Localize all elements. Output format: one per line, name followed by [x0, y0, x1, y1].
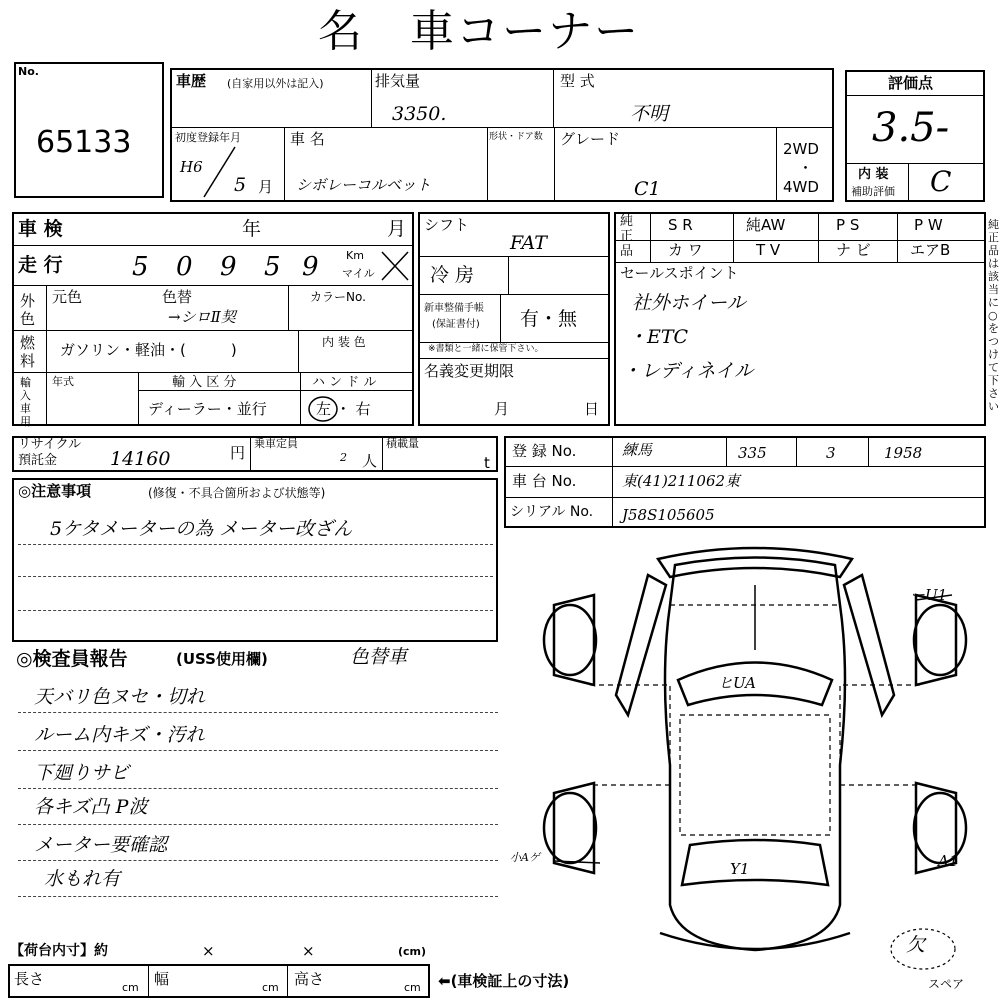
registration-kana: 3: [826, 444, 836, 462]
equipment-ps: P S: [836, 216, 860, 234]
recycle-label: リサイクル: [18, 437, 82, 452]
name-change-day: 日: [584, 400, 600, 418]
registration-area: 練馬: [622, 441, 653, 459]
first-reg-month: 5: [234, 174, 247, 196]
notes-line: 5ケタメーターの為 メーター改ざん: [50, 518, 353, 540]
diagram-right-top-note: ーU1: [910, 586, 948, 604]
interior-value: C: [930, 165, 952, 198]
mileage-label: 走 行: [18, 254, 63, 276]
inspector-head-note: 色替車: [350, 646, 408, 668]
inspection-label: 車 検: [18, 218, 63, 240]
manual-sub-label: (保証書付): [432, 319, 480, 330]
mileage-digit: 9: [220, 252, 237, 282]
inspector-line: 天バリ色ヌセ・切れ: [34, 686, 206, 708]
cargo-x2: ×: [302, 942, 315, 960]
handle-label: ハ ン ド ル: [312, 375, 377, 390]
color-no-label: カラーNo.: [310, 290, 366, 304]
cargo-x1: ×: [202, 942, 215, 960]
lot-label: No.: [18, 65, 39, 78]
page-title: 名 車コーナー: [318, 6, 640, 57]
ac-label: 冷 房: [430, 264, 475, 286]
cargo-length-unit: cm: [122, 981, 139, 994]
equipment-leather: カ ワ: [668, 241, 703, 259]
recycle-sub-label: 預託金: [18, 453, 58, 468]
load-unit: t: [484, 454, 490, 472]
notes-label: ◎注意事項: [18, 482, 92, 500]
handle-value: 左 ・ 右: [316, 400, 371, 418]
history-label: 車歴: [176, 72, 207, 90]
inspector-sub-label: (USS使用欄): [176, 650, 268, 668]
inspector-label: ◎検査員報告: [16, 648, 128, 670]
cargo-height-label: 高さ: [294, 970, 325, 988]
mileage-digit: 5: [132, 252, 149, 282]
interior-label: 内 装: [858, 167, 889, 182]
manual-label: 新車整備手帳: [424, 303, 484, 314]
mileage-digit: 5: [264, 252, 281, 282]
score-value: 3.5-: [872, 105, 950, 151]
history-note: (自家用以外は記入): [227, 77, 324, 90]
cargo-length-label: 長さ: [14, 970, 45, 988]
cargo-note: ⬅(車検証上の寸法): [438, 972, 570, 990]
equipment-pw: P W: [914, 216, 943, 234]
chassis-label: 車 台 No.: [512, 472, 577, 490]
orig-color-label: 元色: [52, 288, 83, 306]
fuel-options: ガソリン・軽油・( ): [60, 341, 237, 359]
equipment-aw: 純AW: [746, 216, 786, 234]
cargo-width-unit: cm: [262, 981, 279, 994]
first-reg-month-unit: 月: [258, 178, 274, 196]
equipment-sr: S R: [668, 216, 693, 234]
serial-value: J58S105605: [622, 506, 715, 524]
notes-box: [12, 478, 498, 642]
side-note: 純正品は該当に○をつけて下さい: [988, 218, 999, 413]
car-diagram: [540, 545, 980, 955]
car-name-value: シボレーコルベット: [296, 176, 432, 194]
shift-label: シフト: [424, 216, 470, 234]
name-change-month: 月: [494, 400, 510, 418]
capacity-value: 2: [340, 451, 347, 464]
inspector-line: 下廻りサビ: [34, 762, 130, 784]
cargo-box: [8, 964, 430, 998]
spare-mark: 欠: [906, 934, 926, 956]
mileage-unit-mile: マイル: [342, 267, 375, 280]
repaint-value: →シロⅡ契: [168, 308, 236, 326]
diagram-roof-note: ヒUA: [718, 674, 757, 692]
cargo-unit: (cm): [398, 945, 427, 958]
equipment-tv: T V: [756, 241, 781, 259]
cargo-label: 【荷台内寸】約: [10, 943, 108, 959]
exterior-label: 外色: [20, 292, 36, 328]
inspector-line: メーター要確認: [34, 834, 168, 856]
registration-class: 335: [738, 444, 767, 462]
diagram-right-bottom-note: A1: [938, 852, 959, 870]
selling-point: ・レディネイル: [622, 360, 754, 382]
equipment-label: 純正品: [620, 214, 634, 259]
diagram-left-bottom-note: 小Aゲ: [510, 851, 540, 864]
selling-points-label: セールスポイント: [620, 264, 739, 282]
diagram-rear-note: Y1: [730, 860, 750, 878]
inspector-line: 水もれ有: [44, 868, 121, 890]
recycle-value: 14160: [110, 448, 171, 470]
shift-value: FAT: [510, 232, 547, 254]
inspector-line: 各キズ凸 P波: [34, 796, 148, 818]
repaint-label: 色替: [162, 288, 193, 306]
selling-point: ・ETC: [628, 326, 689, 348]
displacement-value: 3350.: [392, 103, 447, 125]
import-class-label: 輸 入 区 分: [172, 375, 237, 390]
name-change-label: 名義変更期限: [424, 362, 515, 380]
capacity-label: 乗車定員: [254, 437, 298, 450]
first-reg-label: 初度登録年月: [175, 131, 241, 144]
lot-number: 65133: [36, 125, 132, 160]
manual-note: ※書類と一緒に保管下さい。: [428, 344, 544, 354]
import-year-label: 年式: [52, 375, 74, 388]
recycle-unit: 円: [230, 444, 246, 462]
inspector-line: ルーム内キズ・汚れ: [34, 724, 205, 746]
mileage-digits: [80, 248, 340, 282]
interior-sub-label: 補助評価: [851, 185, 895, 198]
import-label: 輸入車用: [20, 376, 31, 428]
drive-2wd: 2WD: [783, 140, 819, 158]
grade-value: C1: [634, 178, 661, 200]
import-class-value: ディーラー・並行: [148, 400, 267, 418]
registration-number: 1958: [884, 444, 923, 462]
displacement-label: 排気量: [375, 72, 421, 90]
mileage-digit: 9: [302, 252, 319, 282]
model-value: 不明: [630, 103, 669, 125]
equipment-navi: ナ ビ: [836, 241, 871, 259]
cargo-width-label: 幅: [154, 970, 170, 988]
load-label: 積載量: [386, 437, 419, 450]
selling-point: 社外ホイール: [632, 292, 746, 314]
serial-label: シリアル No.: [510, 504, 594, 520]
cargo-height-unit: cm: [404, 981, 421, 994]
car-name-label: 車 名: [290, 130, 325, 148]
score-label: 評価点: [888, 74, 934, 92]
notes-sub-label: (修復・不具合箇所および状態等): [148, 486, 326, 500]
drive-dot: ・: [798, 159, 814, 177]
chassis-value: 東(41)211062東: [622, 472, 741, 490]
interior-color-label: 内 装 色: [322, 335, 366, 349]
handle-left-circle: [306, 394, 340, 424]
grade-label: グレード: [560, 130, 621, 148]
inspection-month: 月: [387, 218, 407, 240]
drive-4wd: 4WD: [783, 178, 819, 196]
shape-label: 形状・ドア数: [489, 132, 543, 142]
mileage-unit-km: Km: [346, 249, 364, 262]
manual-value: 有・無: [520, 308, 578, 330]
first-reg-era: H6: [180, 158, 203, 176]
model-label: 型 式: [560, 72, 595, 90]
fuel-label: 燃料: [20, 334, 36, 370]
inspection-year: 年: [242, 218, 262, 240]
mileage-digit: 0: [176, 252, 193, 282]
registration-label: 登 録 No.: [512, 442, 577, 460]
capacity-unit: 人: [362, 452, 378, 470]
spare-label: スペア: [928, 977, 965, 991]
equipment-airbag: エアB: [910, 241, 951, 259]
mileage-cross-mark: [378, 248, 412, 284]
